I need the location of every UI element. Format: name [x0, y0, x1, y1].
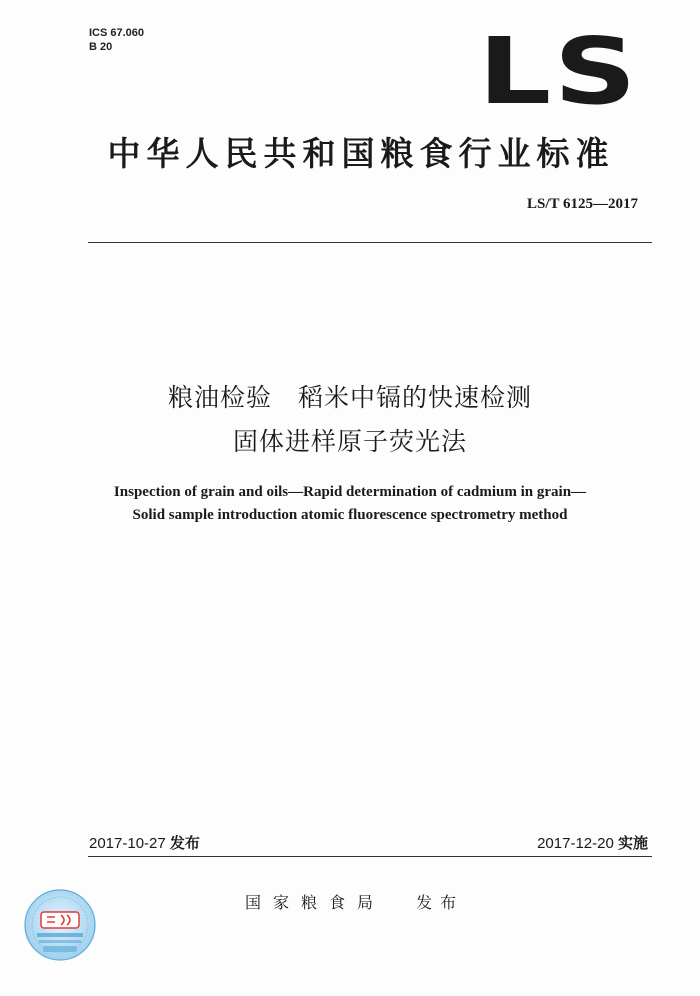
release-date: 2017-10-27: [89, 835, 166, 852]
cn-title-line-2: 固体进样原子荧光法: [232, 427, 467, 456]
standard-code: LS/T 6125—2017: [527, 196, 638, 212]
publisher-line: [245, 890, 464, 913]
implement-date-block: [537, 832, 648, 853]
ls-logo: LS: [478, 18, 640, 125]
classification-block: [89, 26, 144, 54]
release-label: 发布: [169, 834, 200, 852]
publisher-issue-label: 发布: [416, 893, 465, 912]
standard-title: 中华人民共和国粮食行业标准: [107, 134, 615, 173]
bottom-divider: [88, 856, 652, 857]
implement-date: 2017-12-20: [537, 835, 614, 852]
b-code: B 20: [89, 41, 113, 53]
cn-title-line-1: 粮油检验 稻米中镉的快速检测: [167, 383, 532, 412]
en-title-line-2: Solid sample introduction atomic fluorescence spectrometry method: [132, 507, 568, 523]
implement-label: 实施: [617, 834, 648, 852]
release-date-block: [89, 832, 200, 853]
top-divider: [88, 242, 652, 243]
en-title-line-1: Inspection of grain and oils—Rapid determination of cadmium in grain—: [113, 484, 587, 500]
publisher-name: 国家粮食局: [245, 893, 386, 912]
ics-code: ICS 67.060: [89, 27, 145, 39]
anti-counterfeit-stamp-icon: [23, 888, 97, 962]
